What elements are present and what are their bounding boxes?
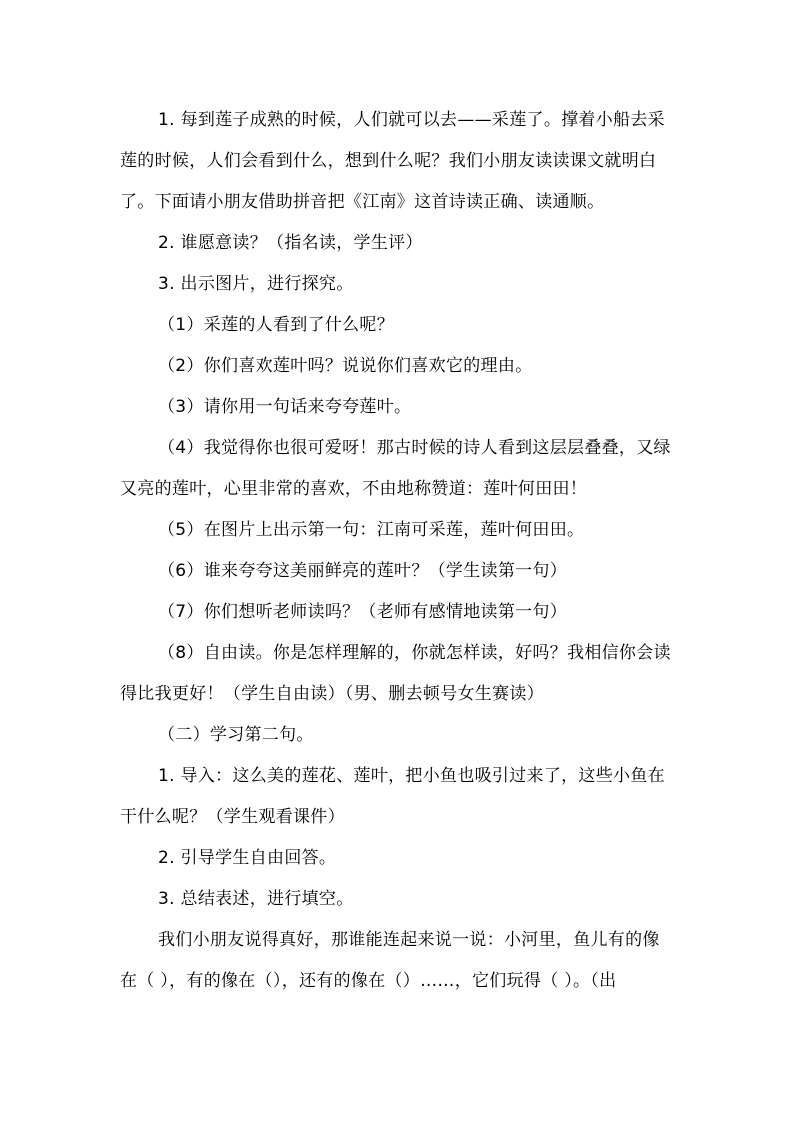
paragraph-4: （1）采莲的人看到了什么呢？ — [158, 315, 395, 335]
paragraph-9: （6）谁来夸夸这美丽鲜亮的莲叶？（学生读第一句） — [158, 561, 568, 581]
paragraph-7: （4）我觉得你也很可爱呀！那古时候的诗人看到这层层叠叠，又绿又亮的莲叶，心里非常的喜欢，不由地称赞道：莲叶何田田！ — [120, 438, 671, 499]
paragraph-6: （3）请你用一句话来夸夸莲叶。 — [158, 397, 412, 417]
paragraph-2: 2. 谁愿意读？（指名读，学生评） — [158, 233, 423, 253]
paragraph-10: （7）你们想听老师读吗？（老师有感情地读第一句） — [158, 602, 568, 622]
paragraph-1: 1. 每到莲子成熟的时候，人们就可以去——采莲了。撑着小船去采莲的时候，人们会看到什么，想到什么呢？我们小朋友读读课文就明白了。下面请小朋友借助拼音把《江南》这首诗读正确、读通顺。 — [120, 110, 665, 212]
paragraph-8: （5）在图片上出示第一句：江南可采莲，莲叶何田田。 — [158, 520, 585, 540]
paragraph-14: 2. 引导学生自由回答。 — [158, 848, 337, 868]
paragraph-11: （8）自由读。你是怎样理解的，你就怎样读，好吗？我相信你会读得比我更好！（学生自由读）（男、删去顿号女生赛读） — [120, 643, 671, 704]
paragraph-16: 我们小朋友说得真好，那谁能连起来说一说：小河里，鱼儿有的像在（ ），有的像在（），还有的像在（）……，它们玩得（ ）。（出 — [120, 930, 660, 991]
paragraph-15: 3. 总结表述，进行填空。 — [158, 889, 354, 909]
paragraph-3: 3. 出示图片，进行探究。 — [158, 274, 354, 294]
paragraph-12: （二）学习第二句。 — [158, 725, 314, 745]
paragraph-5: （2）你们喜欢莲叶吗？说说你们喜欢它的理由。 — [158, 356, 533, 376]
paragraph-13: 1. 导入：这么美的莲花、莲叶，把小鱼也吸引过来了，这些小鱼在干什么呢？（学生观看课件） — [120, 766, 665, 827]
